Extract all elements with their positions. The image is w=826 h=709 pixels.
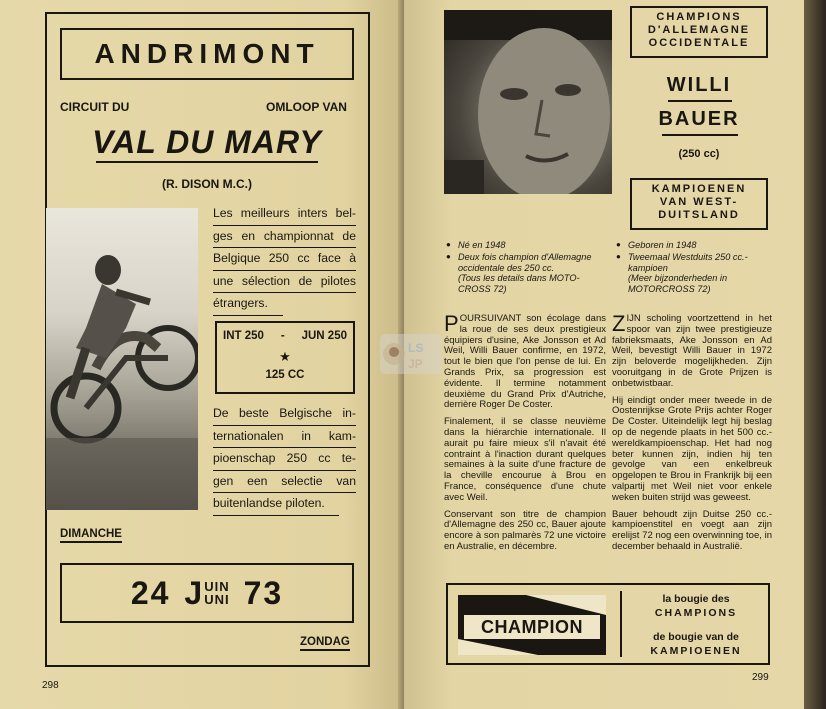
left-page (0, 0, 404, 709)
description-fr-line: Les meilleurs inters bel- (213, 203, 356, 226)
description-fr-line: Belgique 250 cc face à (213, 248, 356, 271)
fact-born-fr: ● Né en 1948 (446, 240, 606, 251)
circuit-label-nl: OMLOOP VAN (266, 100, 347, 114)
fact-details-nl: (Meer bijzonderheden in MOTORCROSS 72) (628, 273, 728, 295)
article-fr-paragraph (444, 311, 606, 411)
motocross-photo (46, 208, 198, 510)
date-box (60, 563, 354, 623)
ad-text-line-2: CHAMPIONS (654, 607, 738, 619)
date-month-nl: UNI (204, 592, 230, 607)
fact-details-fr: (Tous les details dans MOTO-CROSS 72) (458, 273, 580, 295)
class-row (217, 330, 353, 342)
description-nl (213, 403, 356, 516)
description-nl-line: pioenschap 250 cc te- (213, 448, 356, 471)
class-int-250: INT 250 (223, 330, 264, 342)
venue-underline (96, 161, 318, 163)
ad-text-line-1: la bougie des (662, 593, 730, 605)
article-fr-paragraph: Finalement, il se classe neuvième dans la hiérarchie internationale. Il aurait pu faire mieux s'il n'avait été contraint à l'inaction durant quelques semaines à la suite d'une fracture de la cheville encourue à Brou en France, conséquence d'une chute avec Weil. (444, 416, 606, 503)
article-nl (612, 311, 772, 559)
facts-list-nl (616, 240, 776, 296)
description-fr-line: une sélection de pilotes (213, 271, 356, 294)
ad-divider (620, 591, 622, 657)
town-title: ANDRIMONT (94, 38, 320, 69)
champions-germany-line: CHAMPIONS (656, 11, 742, 23)
article-nl-p1: IJN scholing voortzettend in het spoor van zijn twee prestigieuze fabrieksmaats, Ake Jonsson en Ad Weil, bevestigt Willi Bauer in 1972 zijn beloverde mogelijkheden. Zijn vooruitgang in de Grote Prijzen is onbetwistbaar. (612, 313, 772, 389)
article-fr-paragraph: Conservant son titre de champion d'Allemagne des 250 cc, Bauer ajoute encore à son palmarès 72 une victoire en Australie, en décembre. (444, 508, 606, 552)
day-label-fr: DIMANCHE (60, 528, 122, 543)
champion-logo-word: CHAMPION (481, 617, 583, 637)
ad-text-line-4: KAMPIOENEN (650, 645, 742, 657)
article-nl-paragraph: Hij eindigt onder meer tweede in de Oostenrijkse Grote Prijs achter Roger De Coster. Uiteindelijk legt hij beslag op de negende plaats in het 500 cc.-wereldkampioenschap. Het had nog beter kunnen zijn, indien hij ten gevolge van een enkelbreuk opgelopen te Brou in Frankrijk bij een valpartij met Weil niet voor enkele weken buiten strijd was geweest. (612, 394, 772, 503)
date-letter: J (184, 574, 205, 611)
venue-title: VAL DU MARY (92, 124, 322, 160)
dropcap-fr: P (444, 311, 459, 336)
description-fr-line: ges en championnat de (213, 226, 356, 249)
logo-shape-top (526, 595, 606, 615)
article-fr (444, 311, 606, 559)
class-125cc: 125 CC (265, 369, 305, 381)
description-nl-line: De beste Belgische in- (213, 403, 356, 426)
portrait-illustration (444, 10, 612, 194)
circuit-label-fr: CIRCUIT DU (60, 100, 130, 114)
rider-first-underline (668, 100, 732, 102)
fact-titles-fr-text: Deux fois champion d'Allemagne occidentale des 250 cc. (458, 251, 592, 273)
club-name: (R. DISON M.C.) (162, 177, 252, 191)
date-month (204, 580, 229, 606)
article-fr-p1: OURSUIVANT son écolage dans la roue de ses deux prestigieux équipiers d'usine, Ake Jonsson et Ad Weil, Willi Bauer confirme, en 1972, tout le bien que l'on pense de lui. En Grands Prix, sa progression est évidente. Il termine notamment deuxième du Grand Prix d'Autriche, derrière Roger De Coster. (444, 313, 606, 411)
champions-germany-line: D'ALLEMAGNE (647, 24, 751, 36)
rider-last-underline (662, 134, 738, 136)
rider-first-name: WILLI (666, 74, 732, 96)
description-fr (213, 203, 356, 316)
facts-list-fr (446, 240, 606, 296)
description-nl-line: ternationalen in kam- (213, 426, 356, 449)
article-nl-paragraph (612, 311, 772, 390)
description-fr-line: étrangers. (213, 293, 283, 316)
champions-germany-box (630, 6, 768, 58)
champions-westgermany-nl-box (630, 178, 768, 230)
description-nl-line: gen een selectie van (213, 471, 356, 494)
town-title-box (60, 28, 354, 80)
fact-titles-nl (616, 252, 776, 295)
date-day: 24 (130, 574, 171, 611)
description-nl-line: buitenlandse piloten. (213, 493, 339, 516)
logo-shape-bottom (458, 639, 538, 655)
rider-portrait-photo (444, 10, 612, 194)
page-number-right: 299 (752, 672, 769, 683)
fact-titles-nl-text: Tweemaal Westduits 250 cc.-kampioen (628, 251, 748, 273)
day-label-nl: ZONDAG (300, 636, 350, 651)
svg-text:LS: LS (408, 341, 424, 355)
dropcap-nl: Z (612, 311, 626, 336)
motocross-rider-illustration (46, 208, 198, 510)
watermark-logo-icon (380, 330, 442, 378)
champions-nl-line: VAN WEST- (659, 196, 739, 208)
champions-nl-line: DUITSLAND (658, 209, 740, 221)
page-number-left: 298 (42, 680, 59, 691)
fact-titles-fr (446, 252, 606, 295)
ad-text-line-3: de bougie van de (653, 631, 739, 643)
svg-text:JP: JP (408, 357, 423, 371)
champion-spark-plug-ad (446, 583, 770, 665)
date-year: 73 (243, 574, 284, 611)
fact-born-nl: ● Geboren in 1948 (616, 240, 776, 251)
class-dash: - (280, 330, 285, 342)
star-icon: ★ (279, 349, 291, 364)
date-month-fr: UIN (204, 579, 230, 594)
rider-class: (250 cc) (678, 148, 720, 160)
champions-nl-line: KAMPIOENEN (651, 183, 747, 195)
class-jun-250: JUN 250 (301, 330, 347, 342)
rider-last-name: BAUER (658, 108, 740, 130)
book-edge (804, 0, 826, 709)
article-nl-paragraph: Bauer behoudt zijn Duitse 250 cc.-kampioenstitel en voegt aan zijn erelijst 72 nog een overwinning toe, in december behaald in Australië. (612, 508, 772, 552)
race-classes-box (215, 321, 355, 394)
champion-logo (458, 595, 606, 655)
champions-germany-line: OCCIDENTALE (648, 37, 750, 49)
